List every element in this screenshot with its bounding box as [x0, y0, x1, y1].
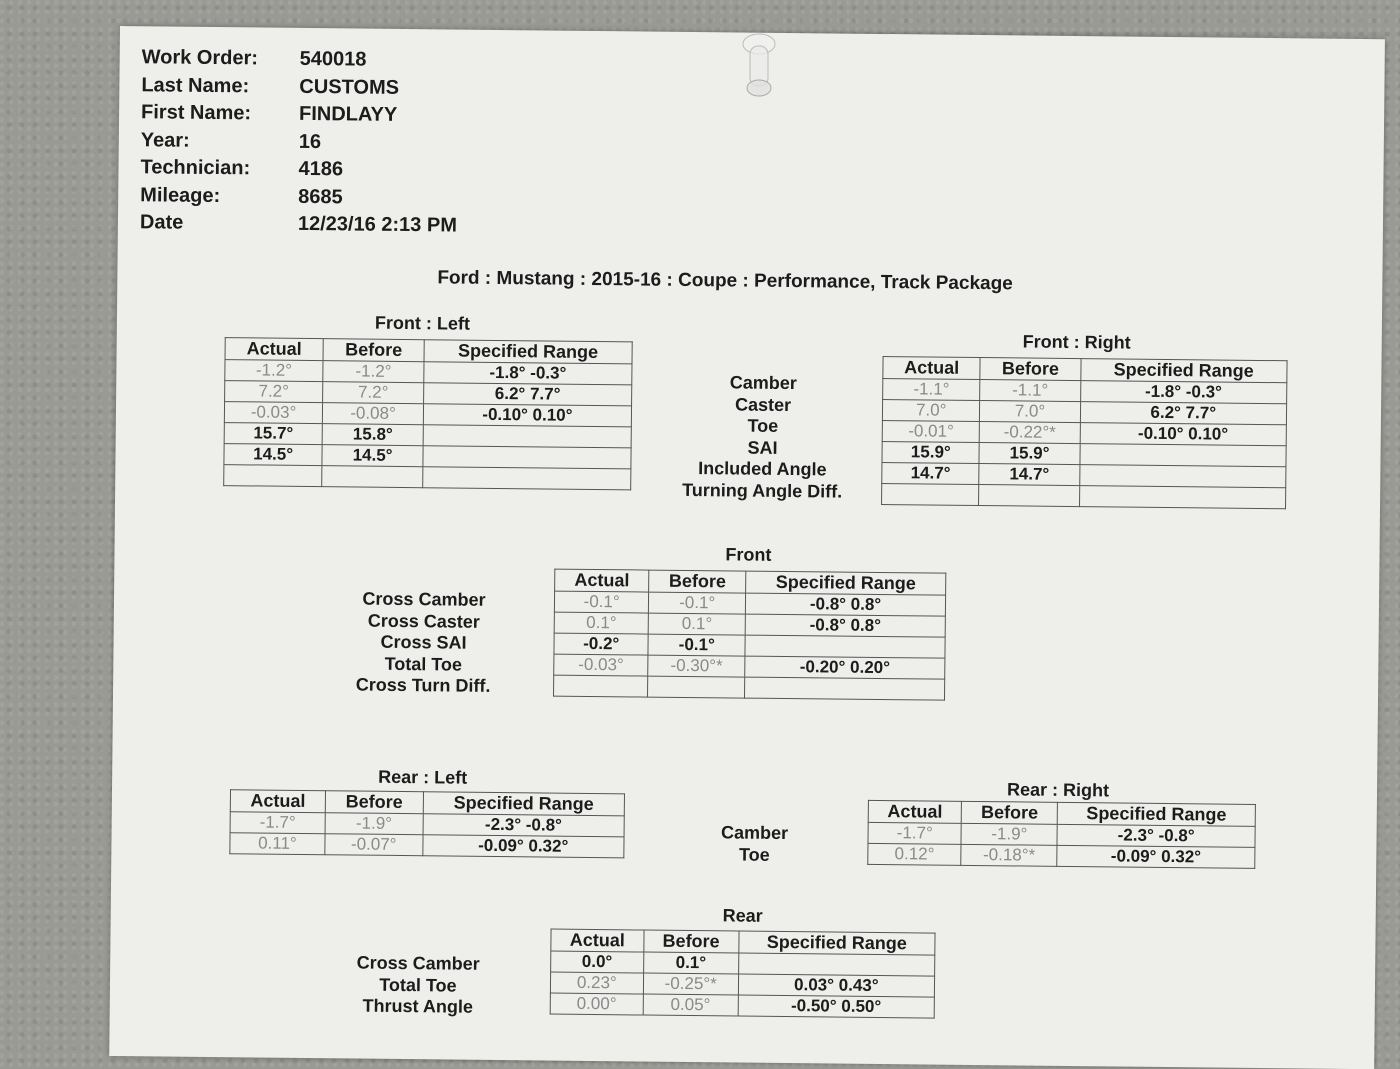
table-cell: 7.0° [980, 401, 1080, 423]
table-cell: -0.50° 0.50° [738, 995, 934, 1018]
table-row [550, 993, 934, 1018]
table-cell: 15.8° [322, 424, 423, 446]
table-cell: -0.20° 0.20° [745, 656, 945, 679]
table-cell [554, 675, 649, 697]
table-cell [322, 466, 423, 488]
table-row [868, 843, 1255, 868]
table-cell: -0.10° 0.10° [1080, 423, 1287, 446]
rear-measure-labels [699, 822, 809, 866]
rear-cross-table [550, 929, 936, 1019]
table-cell: -1.9° [961, 823, 1057, 845]
table-cell: 14.7° [979, 464, 1079, 486]
table-cell [224, 465, 322, 487]
field-value: FINDLAYY [298, 103, 398, 127]
table-row [224, 465, 631, 490]
table-cell [423, 467, 631, 490]
table-cell: 0.1° [648, 613, 745, 635]
measure-label: Thrust Angle [362, 995, 474, 1017]
rear-cross-title: Rear [722, 905, 763, 926]
column-header: Before [323, 339, 424, 362]
column-header: Actual [551, 929, 644, 952]
rear-right-table [867, 800, 1256, 869]
table-cell: 15.9° [979, 443, 1079, 465]
table-cell: 0.1° [554, 612, 649, 634]
rear-right-title: Rear : Right [1006, 779, 1110, 801]
table-cell: -0.09° 0.32° [422, 835, 624, 858]
table-row [554, 675, 945, 700]
rear-cross-labels [348, 952, 489, 1018]
table-cell: 7.0° [882, 400, 980, 422]
column-header: Actual [225, 338, 323, 361]
column-header: Actual [883, 357, 981, 380]
table-cell: -0.8° 0.8° [745, 614, 945, 637]
header-row [140, 209, 457, 240]
table-cell: 0.12° [868, 843, 962, 865]
table-cell: -1.7° [868, 822, 962, 844]
table-cell [745, 635, 945, 658]
table-cell: -1.9° [325, 813, 423, 835]
table-cell: 14.7° [882, 463, 980, 485]
table-cell: -0.22°* [980, 422, 1080, 444]
field-value: 16 [298, 130, 322, 153]
table-cell: -1.1° [980, 380, 1080, 402]
table-cell: 0.03° 0.43° [738, 974, 934, 997]
field-value: 4186 [298, 158, 344, 181]
column-header: Specified Range [423, 792, 625, 816]
field-label: Technician: [140, 156, 251, 180]
measure-label: Toe [738, 844, 770, 865]
table-cell: -0.03° [224, 402, 322, 424]
header-row [140, 182, 457, 213]
field-label: Last Name: [141, 73, 250, 98]
table-cell: 0.0° [551, 951, 644, 973]
measure-label: SAI [747, 437, 778, 458]
table-cell: 0.05° [643, 994, 738, 1016]
table-cell: 0.00° [550, 993, 643, 1015]
table-cell: -0.09° 0.32° [1057, 845, 1255, 868]
measure-label: Turning Angle Diff. [682, 479, 843, 502]
column-header: Before [980, 358, 1080, 381]
measure-label: Total Toe [384, 653, 463, 675]
column-header: Specified Range [424, 340, 632, 364]
table-cell: 0.1° [643, 952, 738, 974]
measure-label: Cross SAI [380, 631, 467, 653]
table-row [882, 484, 1286, 509]
measure-label: Cross Turn Diff. [355, 674, 491, 696]
front-right-table [881, 356, 1288, 509]
table-cell: 0.11° [230, 833, 325, 855]
column-header: Actual [230, 790, 325, 813]
front-right-title: Front : Right [1022, 331, 1131, 353]
table-cell: 6.2° 7.7° [1080, 402, 1287, 425]
column-header: Specified Range [1080, 359, 1287, 383]
table-cell: -0.1° [648, 634, 745, 656]
table-cell [423, 446, 631, 469]
measure-label: Cross Camber [362, 588, 486, 610]
push-pin-icon [735, 30, 783, 102]
column-header: Before [649, 570, 746, 593]
field-label: Year: [140, 128, 190, 152]
table-cell: 15.7° [224, 423, 322, 445]
front-cross-title: Front [725, 544, 772, 565]
table-cell [1079, 486, 1286, 509]
column-header: Specified Range [739, 931, 936, 955]
table-cell: -0.18°* [961, 844, 1057, 866]
header-fields [140, 44, 459, 240]
table-cell: -2.3° -0.8° [423, 814, 625, 837]
header-row [141, 72, 458, 103]
table-cell: -0.03° [554, 654, 649, 676]
table-cell: -0.10° 0.10° [423, 404, 631, 427]
column-header: Before [325, 791, 423, 814]
header-row [142, 44, 459, 75]
rear-left-table [229, 789, 625, 858]
header-row [140, 154, 457, 185]
table-cell: 15.9° [882, 442, 980, 464]
column-header: Specified Range [746, 571, 946, 595]
field-label: Date [139, 211, 184, 234]
table-cell: 7.2° [323, 382, 424, 404]
table-cell: -0.08° [323, 403, 424, 425]
table-row [230, 833, 624, 858]
field-value: 12/23/16 2:13 PM [297, 213, 458, 237]
table-cell: -0.01° [882, 421, 980, 443]
table-cell: 7.2° [225, 381, 323, 403]
column-header: Before [643, 930, 738, 953]
field-label: Mileage: [140, 183, 221, 207]
column-header: Specified Range [1057, 802, 1255, 826]
field-label: Work Order: [141, 46, 259, 70]
table-cell [882, 484, 980, 506]
field-value: 8685 [298, 185, 343, 209]
measure-label: Total Toe [379, 974, 457, 996]
measure-label: Cross Camber [356, 952, 480, 974]
table-cell: -0.1° [554, 591, 649, 613]
table-cell: -0.8° 0.8° [746, 593, 946, 616]
header-row [141, 99, 458, 130]
column-header: Actual [868, 800, 962, 823]
column-header: Actual [555, 569, 650, 592]
measure-label: Camber [720, 822, 789, 844]
table-cell: -0.1° [649, 592, 746, 614]
table-cell [648, 676, 745, 698]
column-header: Before [962, 801, 1058, 824]
table-cell [1079, 444, 1286, 467]
table-cell: -0.2° [554, 633, 649, 655]
table-cell: 14.5° [224, 444, 322, 466]
table-cell [423, 425, 631, 448]
front-left-title: Front : Left [374, 312, 470, 334]
table-cell [745, 677, 945, 700]
table-cell: -0.25°* [643, 973, 738, 995]
vehicle-title: Ford : Mustang : 2015-16 : Coupe : Performance, Track Package [437, 267, 1013, 295]
work-order-sheet [109, 26, 1385, 1069]
table-cell: 6.2° 7.7° [424, 383, 632, 406]
table-cell [1079, 465, 1286, 488]
field-label: First Name: [140, 101, 252, 125]
table-cell: -1.1° [883, 379, 981, 401]
table-cell: -1.8° -0.3° [1080, 381, 1287, 404]
measure-label: Cross Caster [367, 610, 480, 632]
table-cell: -0.30°* [648, 655, 745, 677]
field-value: 540018 [299, 48, 367, 71]
table-cell: -2.3° -0.8° [1057, 824, 1255, 847]
front-cross-table [553, 569, 946, 701]
measure-label: Toe [747, 415, 779, 436]
rear-left-title: Rear : Left [378, 766, 468, 788]
table-cell: -1.7° [230, 812, 325, 834]
header-row [141, 127, 458, 158]
table-cell: -1.2° [323, 361, 424, 383]
field-value: CUSTOMS [299, 75, 400, 99]
front-left-table [223, 337, 633, 490]
table-cell: -1.8° -0.3° [424, 362, 632, 385]
table-cell: -1.2° [225, 360, 323, 382]
table-cell: 14.5° [322, 445, 423, 467]
table-cell [738, 953, 934, 976]
table-cell: -0.07° [325, 834, 423, 856]
measure-label: Camber [729, 372, 797, 394]
table-cell [979, 485, 1079, 507]
measure-label: Caster [734, 393, 792, 415]
table-cell: 0.23° [550, 972, 643, 994]
front-measure-labels [657, 372, 868, 503]
front-cross-labels [338, 588, 509, 697]
measure-label: Included Angle [698, 458, 827, 480]
